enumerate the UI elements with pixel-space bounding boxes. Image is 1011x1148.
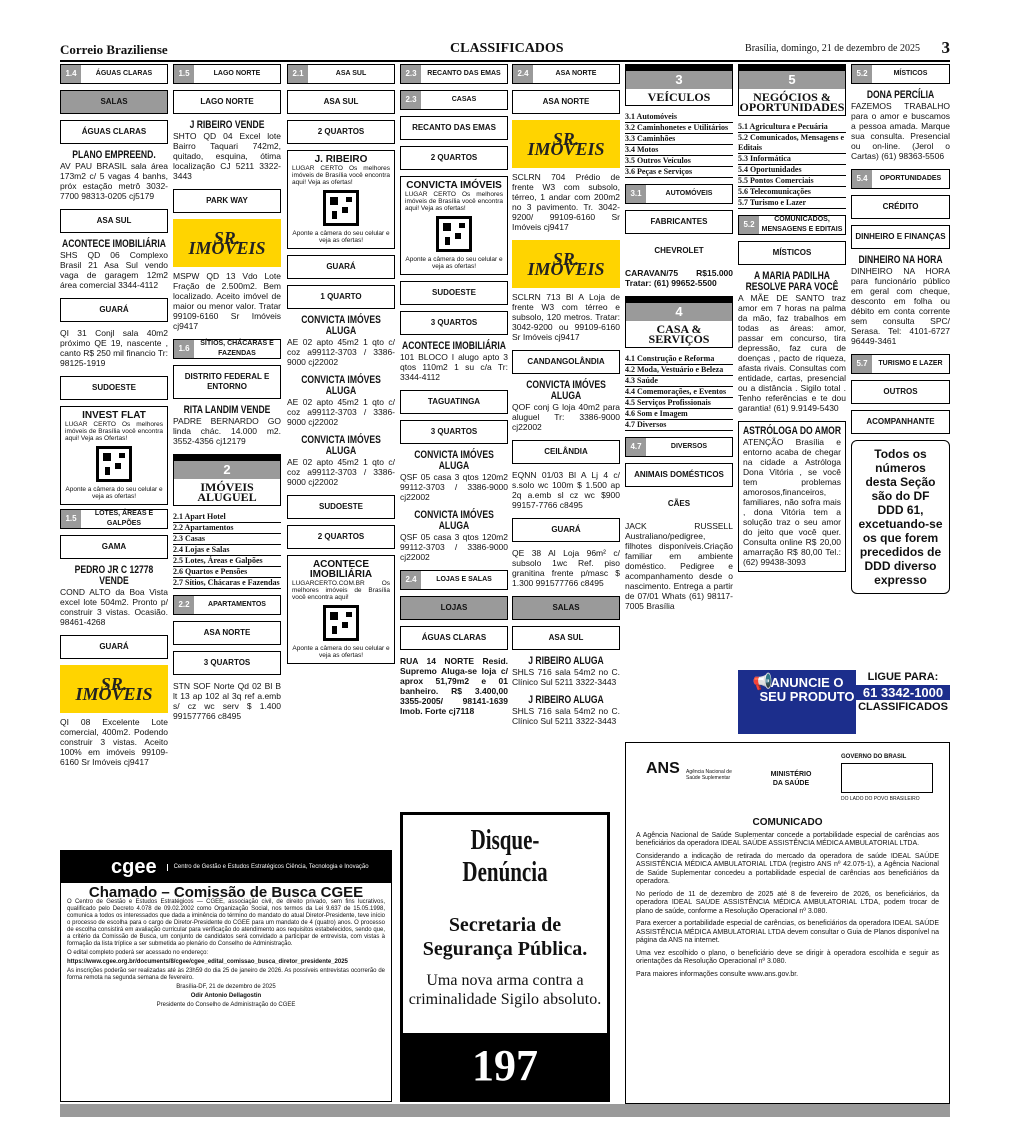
classified-ad: QE 38 Al Loja 96m² c/ subsolo 1wc Ref. piso granitina frente p/masc $ 1.300 991577766 c8495 [512,548,620,588]
subheading: SALAS [512,596,620,620]
classified-ad: RUA 14 NORTE Resid. Supremo Aluga-se loja c/ aprox 51,79m2 e 01 banheiro. R$ 3.400,00 3355-2005/ 98141-1639 Imob. Forte cj7118 [400,656,508,716]
subheading: SUDOESTE [400,281,508,305]
subheading: 2 QUARTOS [287,525,395,549]
section-label: 1.5 LOTES, ÁREAS E GALPÕES [60,509,168,529]
classified-ad: EQNN 01/03 Bl A Lj 4 c/ s.solo wc 100m $ 1.500 ap 2q a.emb sl cz wc $900 99157-7766 c8495 [512,470,620,510]
column-2 [173,64,281,844]
ans-title: COMUNICADO [752,817,823,828]
subheading: PARK WAY [173,189,281,213]
ministry-logo: MINISTÉRIO DA SAÚDE [770,771,812,787]
column-8 [851,64,950,664]
classified-ad: CONVICTA IMÓVES ALUGA AE 02 apto 45m2 1 qto c/ coz a99112-3703 / 3386-9000 cj22002 [287,434,395,487]
category-list: 3.1 Automóveis 3.2 Caminhonetes e Utilitários 3.3 Caminhões 3.4 Motos 3.5 Outros Veículos 3.6 Peças e Serviços [625,112,733,178]
section-label: 2.3 CASAS [400,90,508,110]
section-label: 3.1 AUTOMÓVEIS [625,184,733,204]
megaphone-icon: 📢 [752,674,773,691]
page-date: Brasília, domingo, 21 de dezembro de 2025 [745,43,920,54]
subheading: CRÉDITO [851,195,950,219]
ans-logo: ANS [646,760,680,777]
qr-code-icon [436,216,472,252]
classified-ad: SCLRN 713 Bl A Loja de frente W3 com térreo e subsolo, 120 metros. Tratar: 3042-9200 ou 99109-6160 Sr Imóveis cj9417 [512,292,620,342]
subheading: LOJAS [400,596,508,620]
subheading: ÁGUAS CLARAS [400,626,508,650]
section-label: 1.4 ÁGUAS CLARAS [60,64,168,84]
column-7 [738,64,846,664]
ligue-phone: 61 3342-1000 [856,685,950,700]
subheading: FABRICANTES [625,210,733,234]
subheading: SUDOESTE [287,495,395,519]
classified-ad: QI 08 Excelente Lote comercial, 400m2. Podendo construir 3 vistas. Aceito 100% em imóveis 99109-6160 Sr Imóveis cj9417 [60,717,168,767]
classified-ad: CONVICTA IMÓVES ALUGA QSF 05 casa 3 qtos 120m2 99112-3703 / 3386-9000 cj22002 [400,509,508,562]
ddd-notice: Todos os números desta Seção são do DF DDD 61, excetuando-se os que forem precedidos de DDD diverso expresso [851,440,950,594]
subheading: ACOMPANHANTE [851,410,950,434]
subheading: LAGO NORTE [173,90,281,114]
section-label: 5.2 COMUNICADOS, MENSAGENS E EDITAIS [738,215,846,235]
classified-ad: J RIBEIRO ALUGA SHLS 716 sala 54m2 no C. Clínico Sul 5211 3322-3443 [512,655,620,687]
subheading: 3 QUARTOS [400,311,508,335]
subheading: ASA SUL [60,209,168,233]
section-label: 2.1 ASA SUL [287,64,395,84]
classified-ad: CONVICTA IMÓVES ALUGA AE 02 apto 45m2 1 qto c/ coz a99112-3703 / 3386-9000 cj22002 [287,374,395,427]
classified-ad: SCLRN 704 Prédio de frente W3 com subsolo, térreo, 1 andar com 200m2 no 3 pavimento. Tr. 3042-9200/ 99109-6160 Sr Imóveis cj9417 [512,172,620,232]
section-label: 2.2 APARTAMENTOS [173,595,281,615]
subheading: ÁGUAS CLARAS [60,120,168,144]
qr-ad: J. RIBEIRO LUGAR CERTO Os melhores imóveis de Brasília você encontra aqui! Veja as ofertas! Aponte a câmera do seu celular e veja as ofertas! [287,150,395,249]
cgee-header: cgee Centro de Gestão e Estudos Estratégicos Ciência, Tecnologia e Inovação [61,851,391,883]
cgee-url[interactable]: https://www.cgee.org.br/documents/8/cgee/cgee_edital_comissao_busca_diretor_presidente_2025 [67,959,348,965]
section-label: 2.4 ASA NORTE [512,64,620,84]
subheading: MÍSTICOS [738,241,846,265]
brasil-logo [841,763,933,793]
subheading: GUARÁ [512,518,620,542]
qr-ad: CONVICTA IMÓVEIS LUGAR CERTO Os melhores imóveis de Brasília você encontra aqui! Veja as ofertas! Aponte a câmera do seu celular e veja as ofertas! [400,176,508,275]
subheading: ASA SUL [512,626,620,650]
subheading: ASA NORTE [512,90,620,114]
disque-denuncia-ad: Disque-Denúncia Secretaria de Segurança Pública. Uma nova arma contra a criminalidade Sigilo absoluto. 197 [400,812,610,1102]
category-list: 4.1 Construção e Reforma 4.2 Moda, Vestuário e Beleza 4.3 Saúde 4.4 Comemorações, e Eventos 4.5 Serviços Profissionais 4.6 Som e Imagem 4.7 Diversos [625,354,733,431]
classified-ad: DINHEIRO NA HORA DINHEIRO NA HORA para funcionário público em geral com cheque, desconto em folha ou débito em conta corrente sem consulta SPC/ Serasa. Tel: 4101-6727 96449-3461 [851,254,950,346]
section-label: 5.4 OPORTUNIDADES [851,169,950,189]
category-box: 2 IMÓVEIS ALUGUEL [173,454,281,506]
subheading: 3 QUARTOS [173,651,281,675]
classified-ad: CONVICTA IMÓVES ALUGA AE 02 apto 45m2 1 qto c/ coz a99112-3703 / 3386-9000 cj22002 [287,314,395,367]
subheading: 2 QUARTOS [287,120,395,144]
sr-imoveis-logo: SR. IMÓVEIS [173,219,281,267]
classified-ad: ASTRÓLOGA DO AMOR ATENÇÃO Brasília e entorno acaba de chegar na cidade a Astróloga Dona Vitória , se você tem problemas amorosos,financeiros, familiares, não sofra mais , dona Vitória tem a solução traz o seu amor do jeito que você quer. Consulta online R$ 20,00 amarração R$ 80,00 Tel.: (62) 99438-3093 [738,421,846,572]
cgee-notice: cgee Centro de Gestão e Estudos Estratégicos Ciência, Tecnologia e Inovação Chamado – Comissão de Busca CGEE O Centro de Gestão e Estudos Estratégicos — CGEE, associação civil, de direito privado, sem fins lucrativos, qualificado pelo Decreto 4.078 de 09.02.2002 como Organização Social, nos termos da Lei 9.637 de 15.05.1998, comunica a todos os interessados que dada a iminência do término do mandato do atual Diretor-Presidente, teve início o processo de escolha para o cargo de Diretor-Presidente do CGEE para um mandato de 4 (quatro) anos. O processo de escolha consistirá em avaliação curricular para verificação do atendimento aos requisitos estabelecidos, sendo que, a critério da Comissão de Busca, um conjunto de candidatos será convidado a participar de entrevista, com vistas à formação da lista tríplice a ser submetida ao plenário do Conselho de Administração. O edital completo poderá ser acessado no endereço: https://www.cgee.org.br/documents/8/cgee/cgee_edital_comissao_busca_diretor_presidente_2025 As inscrições poderão ser realizadas até às 23h59 do dia 25 de janeiro de 2026. As possíveis entrevistas ocorrerão de forma remota na segunda semana de fevereiro. Brasília-DF, 21 de dezembro de 2025 Odir Antonio Dellagostin Presidente do Conselho de Administração do CGEE [60,850,392,1102]
subheading: GUARÁ [60,298,168,322]
megaphone-ad: 📢 ANUNCIE O SEU PRODUTO [738,670,856,734]
section-label: 5.7 TURISMO E LAZER [851,354,950,374]
qr-code-icon [96,446,132,482]
cgee-title: Chamado – Comissão de Busca CGEE [88,884,364,901]
subheading: ANIMAIS DOMÉSTICOS [625,463,733,487]
category-box: 4 CASA & SERVIÇOS [625,296,733,348]
subheading: 1 QUARTO [287,285,395,309]
classified-ad: RITA LANDIM VENDE PADRE BERNARDO GO linda chác. 14.000 m2. 3552-4356 cj12179 [173,404,281,446]
subheading: TAGUATINGA [400,390,508,414]
ligue-banner [738,670,950,734]
page-number: 3 [941,38,950,57]
ligue-section: CLASSIFICADOS [858,701,948,713]
cgee-logo: cgee [111,855,157,878]
subheading: CEILÂNDIA [512,440,620,464]
qr-ad: ACONTECE IMOBILIÁRIA LUGARCERTO.COM.BR Os melhores imóveis de Brasília você encontra aqui! Aponte a câmera do seu celular e veja as ofertas! [287,555,395,664]
subheading: CANDANGOLÂNDIA [512,350,620,374]
sr-imoveis-logo: SR. IMÓVEIS [512,240,620,288]
section-label: 2.4 LOJAS E SALAS [400,570,508,590]
classified-ad: A MARIA PADILHA RESOLVE PARA VOCÊ A MÃE DE SANTO traz amor em 7 horas na palma da mão, faz trabalhos em todas as áreas: amor, passar em concurso, tira depressão, faz cura de doenças , pacto de riqueza, afasta rivais. Consultas com entidade, cartas, presencial ou a distância . Sigilo total . Tenho referências e te dou garantia! (61) 9.9149-5430 [738,270,846,413]
subheading: RECANTO DAS EMAS [400,116,508,140]
subheading: SUDOESTE [60,376,168,400]
classified-ad: STN SOF Norte Qd 02 Bl B lt 13 ap 102 al 3q ref a.emb s/ cz wc serv $ 1.400 991577766 c8495 [173,681,281,721]
classified-ad: CONVICTA IMÓVES ALUGA QSF 05 casa 3 qtos 120m2 99112-3703 / 3386-9000 cj22002 [400,449,508,502]
section-title: CLASSIFICADOS [450,41,564,56]
qr-ad: INVEST FLAT LUGAR CERTO Os melhores imóveis de Brasília você encontra aqui! Veja as Ofertas! Aponte a câmera do seu celular e veja as ofertas! [60,406,168,505]
subheading: GUARÁ [60,635,168,659]
category-list: 5.1 Agricultura e Pecuária 5.2 Comunicados, Mensagens e Editais 5.3 Informática 5.4 Oportunidades 5.5 Pontos Comerciais 5.6 Telecomunicações 5.7 Turismo e Lazer [738,122,845,207]
subheading: ASA SUL [287,90,395,114]
subheading: OUTROS [851,380,950,404]
classified-ad: PLANO EMPREEND. AV PAU BRASIL sala área 173m2 c/ 5 vagas 4 banhs, próx estação metrô 3032-7700 98313-0205 cj5179 [60,149,168,201]
classified-ad: J RIBEIRO ALUGA SHLS 716 sala 54m2 no C. Clínico Sul 5211 3322-3443 [512,694,620,726]
classified-ad: DONA PERCÍLIA FAZEMOS TRABALHO para o amor e buscamos a pessoa amada. Marque sua consulta. Presencial ou on-line. (Jerol o Cartas) (61) 98363-5506 [851,89,950,161]
classified-ad: CARAVAN/75 R$15.000 Tratar: (61) 99652-5500 [625,268,733,288]
sr-imoveis-logo: SR. IMÓVEIS [512,120,620,168]
ans-notice: ANS Agência Nacional de Saúde Suplementar MINISTÉRIO DA SAÚDE GOVERNO DO BRASIL DO LADO DO POVO BRASILEIRO COMUNICADO A Agência Nacional de Saúde Suplementar concede a portabilidade especial de carências aos beneficiários da operadora IDEAL SAÚDE ASSISTÊNCIA MÉDICA AMBULATORIAL LTDA. Considerando a indicação de retirada do mercado da operadora de saúde IDEAL SAÚDE ASSISTÊNCIA MÉDICA AMBULATORIAL LTDA (registro ANS nº 42.075-1), a Agência Nacional de Saúde Suplementar concedeu a portabilidade especial de carências aos beneficiários da operadora. No período de 11 de dezembro de 2025 até 8 de fevereiro de 2026, os beneficiários, da operadora IDEAL SAÚDE ASSISTÊNCIA MÉDICA AMBULATORIAL LTDA, podem trocar de plano de saúde, conforme a Resolução Operacional nº 3.080. Para exercer a portabilidade especial de carências, os beneficiários da operadora IDEAL SAÚDE ASSISTÊNCIA MÉDICA AMBULATORIAL LTDA devem consultar o Guia de Planos disponível na página da ANS na internet. Uma vez escolhido o plano, o beneficiário deve se dirigir à operadora escolhida e seguir as orientações da Resolução Operacional nº 3.080. Para maiores informações consulte www.ans.gov.br. [625,742,950,1104]
ans-logos: ANS Agência Nacional de Saúde Suplementar MINISTÉRIO DA SAÚDE GOVERNO DO BRASIL DO LADO DO POVO BRASILEIRO [626,743,949,813]
classified-ad: QI 31 Conjl sala 40m2 próximo QE 19, nascente , canto R$ 250 mil financio Tr: 98125-1919 [60,328,168,368]
category-list: 2.1 Apart Hotel 2.2 Apartamentos 2.3 Casas 2.4 Lojas e Salas 2.5 Lotes, Áreas e Galpões 2.6 Quartos e Pensões 2.7 Sítios, Chácaras e Fazendas [173,512,280,587]
classified-ad: MSPW QD 13 Vdo Lote Fração de 2.500m2. Bem localizado. Aceito imóvel de maior ou menor valor. Tratar 99109-6160 Sr Imóveis cj9417 [173,271,281,331]
subheading: CÃES [667,499,691,508]
classified-ad: J RIBEIRO VENDE SHTO QD 04 Excel lote Bairro Taquari 742m2, quitado, esquina, ótima localização CJ 5211 3322-3443 [173,119,281,181]
category-box: 5 NEGÓCIOS & OPORTUNIDADES [738,64,846,116]
qr-code-icon [323,605,359,641]
classified-ad: PEDRO JR C 12778 VENDE COND ALTO da Boa Vista excel lote 504m2. Pronto p/ construir 3 vistas. Ocasião. 98461-4268 [60,564,168,627]
subheading: 2 QUARTOS [400,146,508,170]
classified-ad: ACONTECE IMOBILIÁRIA 101 BLOCO I alugo apto 3 qtos 110m2 1 su c/a Tr: 3344-4112 [400,340,508,382]
section-label: 4.7 DIVERSOS [625,437,733,457]
column-4 [400,64,508,804]
classified-ad: ACONTECE IMOBILIÁRIA SHS QD 06 Complexo Brasil 21 Asa Sul vendo vaga de garagem 12m2 área comercial 3344-4112 [60,238,168,290]
classified-ad: CONVICTA IMÓVES ALUGA QOF conj G loja 40m2 para aluguel Tr: 3386-9000 cj22002 [512,379,620,432]
subheading: SALAS [60,90,168,114]
subheading: ASA NORTE [173,621,281,645]
section-label: 1.5 LAGO NORTE [173,64,281,84]
column-5 [512,64,620,804]
column-1 [60,64,168,844]
column-3 [287,64,395,844]
section-label: 2.3 RECANTO DAS EMAS [400,64,508,84]
subheading: GAMA [60,535,168,559]
subheading: CHEVROLET [654,246,704,255]
qr-code-icon [323,190,359,226]
paper-name: Correio Braziliense [60,42,168,57]
bottom-bar [60,1104,950,1117]
category-box: 3 VEÍCULOS [625,64,733,106]
column-6 [625,64,733,734]
section-label: 1.6 SÍTIOS, CHÁCARAS E FAZENDAS [173,339,281,359]
subheading: DISTRITO FEDERAL E ENTORNO [173,365,281,399]
sr-imoveis-logo: SR. IMÓVEIS [60,665,168,713]
section-label: 5.2 MÍSTICOS [851,64,950,84]
classified-ad: JACK RUSSELL Australiano/pedigree, filhotes disponíveis.Criação familiar em ambiente doméstico. Pedigree e acompanhamento desde o nascimento. Entrega a partir de 07/01 Whats (61) 98117-7005 Brasília [625,521,733,611]
subheading: DINHEIRO E FINANÇAS [851,225,950,249]
ligue-label: LIGUE PARA: [867,671,939,683]
subheading: 3 QUARTOS [400,420,508,444]
subheading: GUARÁ [287,255,395,279]
page-header [60,40,950,62]
